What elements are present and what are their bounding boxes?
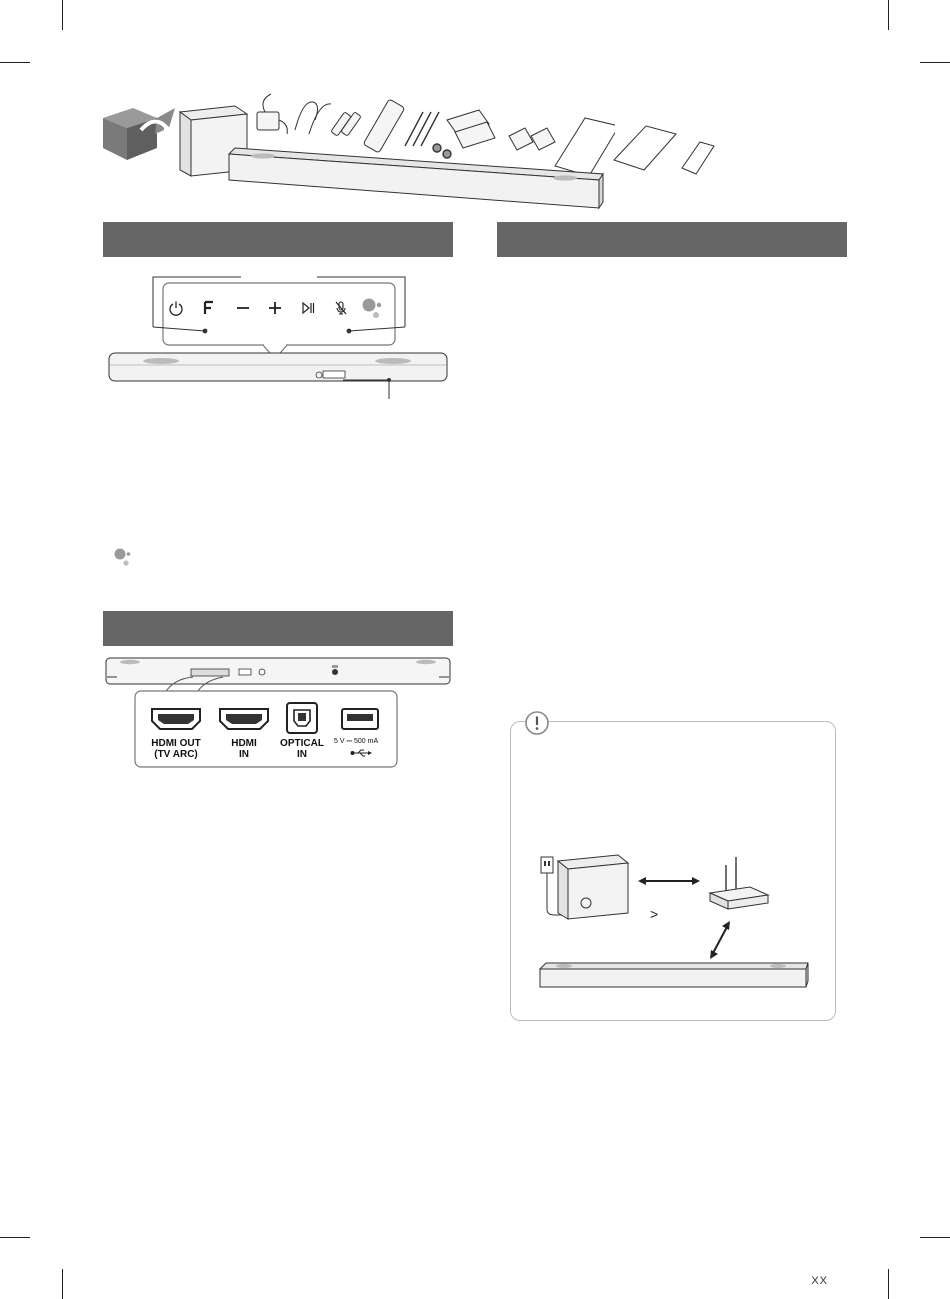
power-adapter xyxy=(257,94,287,134)
cables xyxy=(295,102,331,134)
hdmi-in-label: HDMI IN xyxy=(231,738,257,760)
usb-rating-label: 5 V ⎓ 500 mA xyxy=(334,738,379,745)
crop-mark xyxy=(920,1237,950,1238)
optical-in-port-icon xyxy=(285,701,319,735)
soundbar-main-unit xyxy=(229,148,603,208)
wall-brackets xyxy=(447,110,555,150)
crop-mark xyxy=(0,62,30,63)
google-assistant-icon xyxy=(113,546,135,568)
page-number: XX xyxy=(811,1275,828,1287)
open-box-icon xyxy=(103,108,175,160)
crop-mark xyxy=(888,1269,889,1299)
google-assistant-icon[interactable] xyxy=(360,295,386,321)
package-contents-illustration xyxy=(95,90,615,215)
batteries xyxy=(331,112,361,136)
distance-comparison-symbol: > xyxy=(650,906,659,922)
usb-port-icon xyxy=(340,707,380,731)
top-panel-diagram xyxy=(103,265,453,405)
printed-documents-illustration xyxy=(610,120,730,180)
warning-icon xyxy=(524,710,550,736)
crop-mark xyxy=(62,0,63,30)
function-icon[interactable] xyxy=(202,300,216,316)
mic-mute-icon[interactable] xyxy=(333,300,349,316)
placement-diagram xyxy=(530,845,820,995)
section-bar-rear-panel xyxy=(103,611,453,646)
volume-up-icon[interactable] xyxy=(267,300,283,316)
section-bar-right-column xyxy=(497,222,847,257)
crop-mark xyxy=(920,62,950,63)
remote-control xyxy=(363,99,405,153)
hdmi-in-port-icon xyxy=(216,705,272,733)
crop-mark xyxy=(62,1269,63,1299)
manuals xyxy=(555,118,615,176)
optical-in-label: OPTICAL IN xyxy=(280,738,324,760)
usb-symbol-icon xyxy=(350,748,372,758)
volume-down-icon[interactable] xyxy=(235,300,251,316)
crop-mark xyxy=(0,1237,30,1238)
wall-outlet-icon xyxy=(541,857,553,873)
section-bar-front-panel xyxy=(103,222,453,257)
hdmi-out-port-icon xyxy=(148,705,204,733)
play-pause-icon[interactable] xyxy=(300,300,316,316)
crop-mark xyxy=(888,0,889,30)
hdmi-out-label: HDMI OUT (TV ARC) xyxy=(151,738,201,760)
power-icon[interactable] xyxy=(168,300,184,316)
wall-bracket-screws xyxy=(405,112,451,158)
